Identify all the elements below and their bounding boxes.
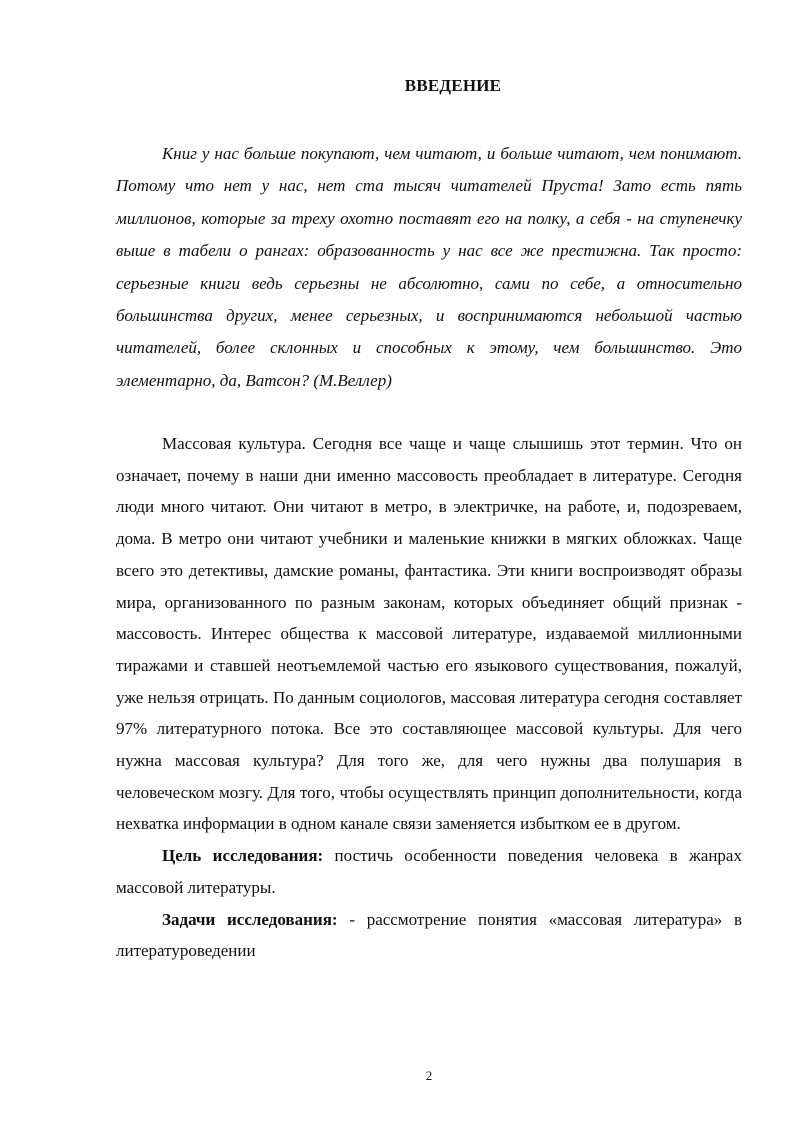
research-goal-text: постичь особенности поведения человека в жанрах массовой литературы.: [116, 846, 742, 897]
research-tasks-paragraph: [116, 904, 742, 967]
page-title: ВВЕДЕНИЕ: [404, 76, 502, 95]
epigraph-quote: Книг у нас больше покупают, чем читают, и больше читают, чем понимают. Потому что нет у нас, нет ста тысяч читателей Пруста! Зато есть пять миллионов, которые за треху охотно поставят его на полку, а себя - на ступенечку выше в табели о рангах: образованность у нас все же престижна. Так просто: серьезные книги ведь серьезны не абсолютно, сами по себе, а относительно большинства других, менее серьезных, и воспринимаются небольшой частью читателей, более склонных и способных к этому, чем большинство. Это элементарно, да, Ватсон? (М.Веллер): [116, 144, 742, 390]
page-number: 2: [425, 1068, 433, 1083]
intro-paragraph: Массовая культура. Сегодня все чаще и чаще слышишь этот термин. Что он означает, почему в наши дни именно массовость преобладает в литературе. Сегодня люди много читают. Они читают в метро, в электричке, на работе, и, подозреваем, дома. В метро они читают учебники и маленькие книжки в мягких обложках. Чаще всего это детективы, дамские романы, фантастика. Эти книги воспроизводят образы мира, организованного по разным законам, которых объединяет общий признак - массовость. Интерес общества к массовой литературе, издаваемой миллионными тиражами и ставшей неотъемлемой частью его языкового существования, пожалуй, уже нельзя отрицать. По данным социологов, массовая литература сегодня составляет 97% литературного потока. Все это составляющее массовой культуры. Для чего нужна массовая культура? Для того же, для чего нужны два полушария в человеческом мозгу. Для того, чтобы осуществлять принцип дополнительности, когда нехватка информации в одном канале связи заменяется избытком ее в другом.: [116, 434, 742, 834]
main-text: [116, 428, 742, 967]
research-tasks-text: - рассмотрение понятия «массовая литература» в литературоведении: [116, 909, 743, 961]
research-goal-label: Цель исследования:: [162, 846, 324, 866]
research-goal-paragraph: [116, 840, 742, 903]
research-tasks-label: Задачи исследования:: [162, 909, 338, 929]
